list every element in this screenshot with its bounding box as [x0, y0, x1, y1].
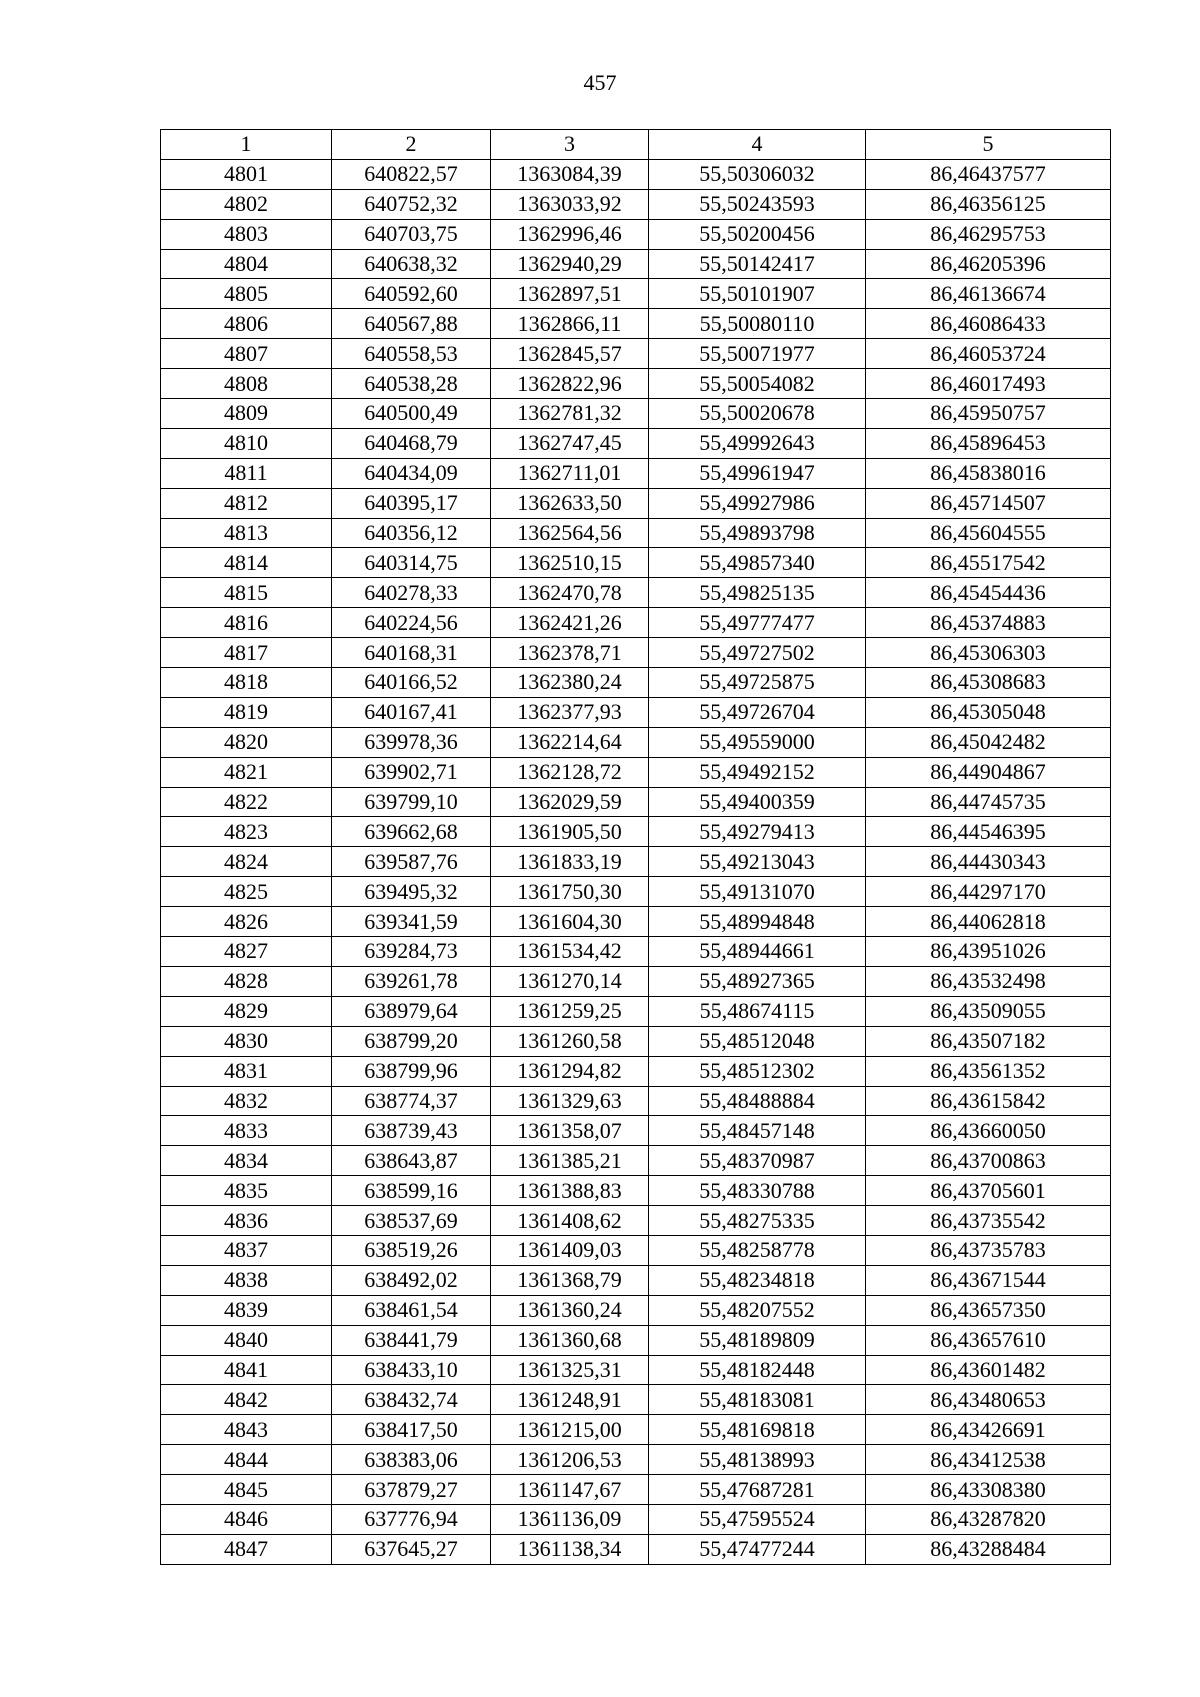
table-cell-col-3: 1362897,51	[491, 279, 649, 309]
table-body	[161, 159, 1111, 1564]
table-cell-col-3: 1362781,32	[491, 399, 649, 429]
table-cell-col-1: 4844	[161, 1445, 332, 1475]
table-cell-col-3: 1361136,09	[491, 1504, 649, 1534]
table-cell-col-3: 1362996,46	[491, 219, 649, 249]
table-cell-col-4: 55,48189809	[649, 1325, 866, 1355]
table-cell-col-5: 86,43532498	[866, 966, 1111, 996]
table-cell-col-2: 638417,50	[332, 1415, 491, 1445]
table-cell-col-5: 86,46086433	[866, 309, 1111, 339]
table-cell-col-4: 55,48927365	[649, 966, 866, 996]
table-cell-col-2: 637879,27	[332, 1475, 491, 1505]
table-cell-col-5: 86,43615842	[866, 1086, 1111, 1116]
table-cell-col-2: 640468,79	[332, 428, 491, 458]
table-cell-col-5: 86,43700863	[866, 1146, 1111, 1176]
table-cell-col-3: 1362380,24	[491, 668, 649, 698]
table-cell-col-5: 86,43735542	[866, 1206, 1111, 1236]
table-cell-col-5: 86,45517542	[866, 548, 1111, 578]
table-row	[161, 1385, 1111, 1415]
table-cell-col-1: 4823	[161, 817, 332, 847]
table-cell-col-2: 638643,87	[332, 1146, 491, 1176]
table-cell-col-4: 55,49726704	[649, 697, 866, 727]
table-row	[161, 1176, 1111, 1206]
table-cell-col-1: 4842	[161, 1385, 332, 1415]
table-cell-col-5: 86,43288484	[866, 1534, 1111, 1564]
table-cell-col-2: 639978,36	[332, 727, 491, 757]
table-row	[161, 727, 1111, 757]
table-cell-col-1: 4818	[161, 668, 332, 698]
table-cell-col-1: 4824	[161, 847, 332, 877]
table-cell-col-2: 639662,68	[332, 817, 491, 847]
table-row	[161, 697, 1111, 727]
table-row	[161, 817, 1111, 847]
table-cell-col-3: 1361385,21	[491, 1146, 649, 1176]
table-cell-col-5: 86,43287820	[866, 1504, 1111, 1534]
table-cell-col-4: 55,50020678	[649, 399, 866, 429]
table-row	[161, 1235, 1111, 1265]
table-cell-col-3: 1362378,71	[491, 638, 649, 668]
header-row	[161, 130, 1111, 160]
table-cell-col-1: 4837	[161, 1235, 332, 1265]
table-cell-col-3: 1362633,50	[491, 488, 649, 518]
table-row	[161, 309, 1111, 339]
table-cell-col-4: 55,48183081	[649, 1385, 866, 1415]
table-row	[161, 608, 1111, 638]
table-cell-col-4: 55,50080110	[649, 309, 866, 339]
table-cell-col-1: 4807	[161, 339, 332, 369]
table-cell-col-4: 55,49893798	[649, 518, 866, 548]
table-cell-col-5: 86,45950757	[866, 399, 1111, 429]
table-cell-col-5: 86,44430343	[866, 847, 1111, 877]
table-cell-col-2: 637776,94	[332, 1504, 491, 1534]
table-cell-col-1: 4822	[161, 787, 332, 817]
table-cell-col-4: 55,48234818	[649, 1265, 866, 1295]
table-cell-col-1: 4813	[161, 518, 332, 548]
table-cell-col-4: 55,49727502	[649, 638, 866, 668]
table-cell-col-1: 4803	[161, 219, 332, 249]
table-row	[161, 1295, 1111, 1325]
table-row	[161, 787, 1111, 817]
table-cell-col-4: 55,49279413	[649, 817, 866, 847]
table-cell-col-1: 4839	[161, 1295, 332, 1325]
table-row	[161, 458, 1111, 488]
table-row	[161, 1445, 1111, 1475]
table-cell-col-3: 1362377,93	[491, 697, 649, 727]
table-cell-col-3: 1363033,92	[491, 189, 649, 219]
table-cell-col-5: 86,46295753	[866, 219, 1111, 249]
table-cell-col-5: 86,45838016	[866, 458, 1111, 488]
table-cell-col-5: 86,43660050	[866, 1116, 1111, 1146]
table-row	[161, 1355, 1111, 1385]
table-cell-col-1: 4832	[161, 1086, 332, 1116]
table-row	[161, 1534, 1111, 1564]
table-row	[161, 548, 1111, 578]
table-cell-col-2: 640166,52	[332, 668, 491, 698]
table-cell-col-4: 55,49857340	[649, 548, 866, 578]
table-cell-col-5: 86,43657610	[866, 1325, 1111, 1355]
table-cell-col-4: 55,48488884	[649, 1086, 866, 1116]
table-cell-col-1: 4846	[161, 1504, 332, 1534]
table-cell-col-5: 86,45604555	[866, 518, 1111, 548]
table-row	[161, 847, 1111, 877]
table-cell-col-5: 86,45714507	[866, 488, 1111, 518]
table-cell-col-4: 55,48138993	[649, 1445, 866, 1475]
table-row	[161, 1475, 1111, 1505]
column-header-1: 1	[161, 130, 332, 160]
table-cell-col-2: 638979,64	[332, 996, 491, 1026]
coordinates-table	[160, 129, 1111, 1565]
table-cell-col-2: 639284,73	[332, 937, 491, 967]
table-row	[161, 1056, 1111, 1086]
table-cell-col-1: 4834	[161, 1146, 332, 1176]
table-cell-col-2: 640224,56	[332, 608, 491, 638]
table-cell-col-2: 638799,20	[332, 1026, 491, 1056]
table-cell-col-3: 1362029,59	[491, 787, 649, 817]
column-header-5: 5	[866, 130, 1111, 160]
table-cell-col-1: 4820	[161, 727, 332, 757]
table-cell-col-5: 86,46053724	[866, 339, 1111, 369]
table-cell-col-3: 1361750,30	[491, 877, 649, 907]
table-cell-col-3: 1361360,24	[491, 1295, 649, 1325]
table-cell-col-5: 86,43657350	[866, 1295, 1111, 1325]
table-cell-col-4: 55,48169818	[649, 1415, 866, 1445]
table-cell-col-1: 4812	[161, 488, 332, 518]
table-cell-col-2: 640567,88	[332, 309, 491, 339]
table-cell-col-2: 639587,76	[332, 847, 491, 877]
table-cell-col-5: 86,46136674	[866, 279, 1111, 309]
table-cell-col-5: 86,45896453	[866, 428, 1111, 458]
table-row	[161, 1325, 1111, 1355]
table-cell-col-4: 55,50071977	[649, 339, 866, 369]
table-cell-col-1: 4835	[161, 1176, 332, 1206]
table-cell-col-4: 55,47687281	[649, 1475, 866, 1505]
table-cell-col-4: 55,49559000	[649, 727, 866, 757]
table-cell-col-1: 4840	[161, 1325, 332, 1355]
table-row	[161, 399, 1111, 429]
table-row	[161, 1206, 1111, 1236]
table-cell-col-2: 638432,74	[332, 1385, 491, 1415]
table-cell-col-2: 640822,57	[332, 159, 491, 189]
table-row	[161, 518, 1111, 548]
table-cell-col-4: 55,48370987	[649, 1146, 866, 1176]
table-cell-col-3: 1361388,83	[491, 1176, 649, 1206]
table-cell-col-1: 4814	[161, 548, 332, 578]
table-cell-col-3: 1361138,34	[491, 1534, 649, 1564]
table-cell-col-4: 55,49992643	[649, 428, 866, 458]
table-cell-col-4: 55,49961947	[649, 458, 866, 488]
table-row	[161, 1504, 1111, 1534]
table-cell-col-4: 55,50142417	[649, 249, 866, 279]
table-cell-col-4: 55,48275335	[649, 1206, 866, 1236]
table-row	[161, 966, 1111, 996]
table-cell-col-4: 55,49927986	[649, 488, 866, 518]
table-cell-col-5: 86,45306303	[866, 638, 1111, 668]
table-cell-col-3: 1361534,42	[491, 937, 649, 967]
table-row	[161, 1086, 1111, 1116]
table-cell-col-5: 86,44904867	[866, 757, 1111, 787]
table-cell-col-3: 1361408,62	[491, 1206, 649, 1236]
table-cell-col-3: 1361270,14	[491, 966, 649, 996]
table-cell-col-4: 55,50054082	[649, 369, 866, 399]
table-row	[161, 369, 1111, 399]
table-cell-col-1: 4830	[161, 1026, 332, 1056]
table-cell-col-1: 4809	[161, 399, 332, 429]
table-cell-col-3: 1361833,19	[491, 847, 649, 877]
table-row	[161, 638, 1111, 668]
table-row	[161, 428, 1111, 458]
table-cell-col-3: 1361259,25	[491, 996, 649, 1026]
table-cell-col-1: 4810	[161, 428, 332, 458]
table-cell-col-4: 55,50243593	[649, 189, 866, 219]
table-cell-col-1: 4828	[161, 966, 332, 996]
table-cell-col-5: 86,46017493	[866, 369, 1111, 399]
table-row	[161, 488, 1111, 518]
table-cell-col-2: 638433,10	[332, 1355, 491, 1385]
table-cell-col-1: 4827	[161, 937, 332, 967]
table-cell-col-1: 4841	[161, 1355, 332, 1385]
table-cell-col-5: 86,43561352	[866, 1056, 1111, 1086]
table-cell-col-5: 86,45454436	[866, 578, 1111, 608]
table-cell-col-5: 86,43480653	[866, 1385, 1111, 1415]
table-cell-col-4: 55,50200456	[649, 219, 866, 249]
table-cell-col-3: 1361294,82	[491, 1056, 649, 1086]
table-row	[161, 907, 1111, 937]
table-cell-col-3: 1361206,53	[491, 1445, 649, 1475]
table-cell-col-1: 4819	[161, 697, 332, 727]
table-row	[161, 877, 1111, 907]
table-cell-col-4: 55,48258778	[649, 1235, 866, 1265]
table-cell-col-3: 1362128,72	[491, 757, 649, 787]
table-cell-col-2: 640167,41	[332, 697, 491, 727]
table-cell-col-3: 1361215,00	[491, 1415, 649, 1445]
table-cell-col-1: 4843	[161, 1415, 332, 1445]
table-cell-col-2: 638383,06	[332, 1445, 491, 1475]
table-row	[161, 1265, 1111, 1295]
table-cell-col-4: 55,48457148	[649, 1116, 866, 1146]
table-cell-col-5: 86,43507182	[866, 1026, 1111, 1056]
table-cell-col-3: 1361409,03	[491, 1235, 649, 1265]
table-cell-col-1: 4806	[161, 309, 332, 339]
table-cell-col-2: 639261,78	[332, 966, 491, 996]
table-cell-col-3: 1362866,11	[491, 309, 649, 339]
table-cell-col-1: 4831	[161, 1056, 332, 1086]
table-cell-col-3: 1363084,39	[491, 159, 649, 189]
table-cell-col-3: 1362510,15	[491, 548, 649, 578]
table-cell-col-4: 55,47595524	[649, 1504, 866, 1534]
table-cell-col-2: 638739,43	[332, 1116, 491, 1146]
table-cell-col-3: 1362214,64	[491, 727, 649, 757]
table-cell-col-4: 55,48330788	[649, 1176, 866, 1206]
table-row	[161, 1116, 1111, 1146]
table-cell-col-3: 1361358,07	[491, 1116, 649, 1146]
table-row	[161, 937, 1111, 967]
table-cell-col-1: 4829	[161, 996, 332, 1026]
table-cell-col-5: 86,44297170	[866, 877, 1111, 907]
table-cell-col-4: 55,47477244	[649, 1534, 866, 1564]
table-cell-col-5: 86,43601482	[866, 1355, 1111, 1385]
table-cell-col-1: 4826	[161, 907, 332, 937]
table-cell-col-4: 55,49492152	[649, 757, 866, 787]
table-row	[161, 757, 1111, 787]
table-cell-col-1: 4808	[161, 369, 332, 399]
table-cell-col-4: 55,48207552	[649, 1295, 866, 1325]
table-row	[161, 279, 1111, 309]
table-cell-col-1: 4811	[161, 458, 332, 488]
table-row	[161, 1415, 1111, 1445]
table-cell-col-5: 86,43735783	[866, 1235, 1111, 1265]
table-cell-col-2: 640558,53	[332, 339, 491, 369]
table-cell-col-3: 1361604,30	[491, 907, 649, 937]
table-cell-col-5: 86,46356125	[866, 189, 1111, 219]
table-cell-col-3: 1362564,56	[491, 518, 649, 548]
table-cell-col-3: 1362421,26	[491, 608, 649, 638]
column-header-3: 3	[491, 130, 649, 160]
table-cell-col-5: 86,44745735	[866, 787, 1111, 817]
table-cell-col-1: 4801	[161, 159, 332, 189]
table-cell-col-4: 55,50306032	[649, 159, 866, 189]
table-cell-col-5: 86,44546395	[866, 817, 1111, 847]
table-cell-col-5: 86,43509055	[866, 996, 1111, 1026]
table-cell-col-3: 1362747,45	[491, 428, 649, 458]
table-cell-col-5: 86,45305048	[866, 697, 1111, 727]
table-cell-col-2: 637645,27	[332, 1534, 491, 1564]
page-number: 457	[583, 70, 617, 95]
table-cell-col-5: 86,46437577	[866, 159, 1111, 189]
table-cell-col-2: 638441,79	[332, 1325, 491, 1355]
table-cell-col-4: 55,49777477	[649, 608, 866, 638]
table-cell-col-4: 55,49213043	[649, 847, 866, 877]
table-cell-col-2: 638492,02	[332, 1265, 491, 1295]
table-cell-col-2: 638537,69	[332, 1206, 491, 1236]
table-header	[161, 130, 1111, 160]
table-cell-col-2: 640434,09	[332, 458, 491, 488]
table-cell-col-2: 639341,59	[332, 907, 491, 937]
table-cell-col-3: 1361368,79	[491, 1265, 649, 1295]
table-cell-col-4: 55,48512302	[649, 1056, 866, 1086]
table-cell-col-4: 55,48182448	[649, 1355, 866, 1385]
table-cell-col-5: 86,46205396	[866, 249, 1111, 279]
table-row	[161, 578, 1111, 608]
table-cell-col-4: 55,50101907	[649, 279, 866, 309]
table-cell-col-5: 86,43426691	[866, 1415, 1111, 1445]
table-cell-col-5: 86,43705601	[866, 1176, 1111, 1206]
table-cell-col-4: 55,49131070	[649, 877, 866, 907]
table-cell-col-1: 4816	[161, 608, 332, 638]
table-cell-col-2: 639902,71	[332, 757, 491, 787]
table-cell-col-2: 640752,32	[332, 189, 491, 219]
table-cell-col-3: 1361360,68	[491, 1325, 649, 1355]
table-cell-col-3: 1361325,31	[491, 1355, 649, 1385]
table-cell-col-1: 4815	[161, 578, 332, 608]
table-cell-col-3: 1362940,29	[491, 249, 649, 279]
table-cell-col-3: 1362470,78	[491, 578, 649, 608]
table-cell-col-4: 55,48674115	[649, 996, 866, 1026]
table-cell-col-3: 1361329,63	[491, 1086, 649, 1116]
table-cell-col-5: 86,43671544	[866, 1265, 1111, 1295]
table-cell-col-2: 640638,32	[332, 249, 491, 279]
table-cell-col-2: 639799,10	[332, 787, 491, 817]
table-cell-col-1: 4833	[161, 1116, 332, 1146]
table-cell-col-5: 86,45308683	[866, 668, 1111, 698]
table-cell-col-1: 4817	[161, 638, 332, 668]
table-cell-col-2: 638519,26	[332, 1235, 491, 1265]
table-cell-col-1: 4804	[161, 249, 332, 279]
table-cell-col-1: 4845	[161, 1475, 332, 1505]
table-cell-col-2: 640314,75	[332, 548, 491, 578]
table-cell-col-2: 640356,12	[332, 518, 491, 548]
table-cell-col-3: 1361260,58	[491, 1026, 649, 1056]
table-cell-col-3: 1362845,57	[491, 339, 649, 369]
column-header-4: 4	[649, 130, 866, 160]
table-cell-col-4: 55,49400359	[649, 787, 866, 817]
table-cell-col-5: 86,45042482	[866, 727, 1111, 757]
table-cell-col-4: 55,48512048	[649, 1026, 866, 1056]
table-cell-col-1: 4825	[161, 877, 332, 907]
table-row	[161, 339, 1111, 369]
table-cell-col-1: 4836	[161, 1206, 332, 1236]
table-cell-col-2: 638599,16	[332, 1176, 491, 1206]
table-cell-col-1: 4838	[161, 1265, 332, 1295]
table-cell-col-5: 86,45374883	[866, 608, 1111, 638]
table-row	[161, 159, 1111, 189]
table-cell-col-2: 639495,32	[332, 877, 491, 907]
table-cell-col-5: 86,43951026	[866, 937, 1111, 967]
table-cell-col-1: 4802	[161, 189, 332, 219]
table-cell-col-4: 55,48994848	[649, 907, 866, 937]
table-row	[161, 249, 1111, 279]
table-cell-col-2: 640168,31	[332, 638, 491, 668]
table-cell-col-2: 640500,49	[332, 399, 491, 429]
table-cell-col-5: 86,44062818	[866, 907, 1111, 937]
table-cell-col-1: 4847	[161, 1534, 332, 1564]
table-row	[161, 1026, 1111, 1056]
table-cell-col-2: 640592,60	[332, 279, 491, 309]
table-cell-col-3: 1361248,91	[491, 1385, 649, 1415]
table-row	[161, 219, 1111, 249]
table-cell-col-3: 1362711,01	[491, 458, 649, 488]
table-cell-col-4: 55,49725875	[649, 668, 866, 698]
table-cell-col-3: 1362822,96	[491, 369, 649, 399]
table-row	[161, 996, 1111, 1026]
table-cell-col-5: 86,43412538	[866, 1445, 1111, 1475]
table-cell-col-4: 55,49825135	[649, 578, 866, 608]
table-cell-col-1: 4805	[161, 279, 332, 309]
table-cell-col-2: 640278,33	[332, 578, 491, 608]
table-cell-col-3: 1361905,50	[491, 817, 649, 847]
table-row	[161, 668, 1111, 698]
table-cell-col-2: 638774,37	[332, 1086, 491, 1116]
table-cell-col-2: 638461,54	[332, 1295, 491, 1325]
column-header-2: 2	[332, 130, 491, 160]
table-cell-col-1: 4821	[161, 757, 332, 787]
table-cell-col-2: 640395,17	[332, 488, 491, 518]
table-cell-col-4: 55,48944661	[649, 937, 866, 967]
table-row	[161, 189, 1111, 219]
table-row	[161, 1146, 1111, 1176]
table-cell-col-5: 86,43308380	[866, 1475, 1111, 1505]
table-cell-col-3: 1361147,67	[491, 1475, 649, 1505]
table-cell-col-2: 638799,96	[332, 1056, 491, 1086]
table-cell-col-2: 640538,28	[332, 369, 491, 399]
table-cell-col-2: 640703,75	[332, 219, 491, 249]
